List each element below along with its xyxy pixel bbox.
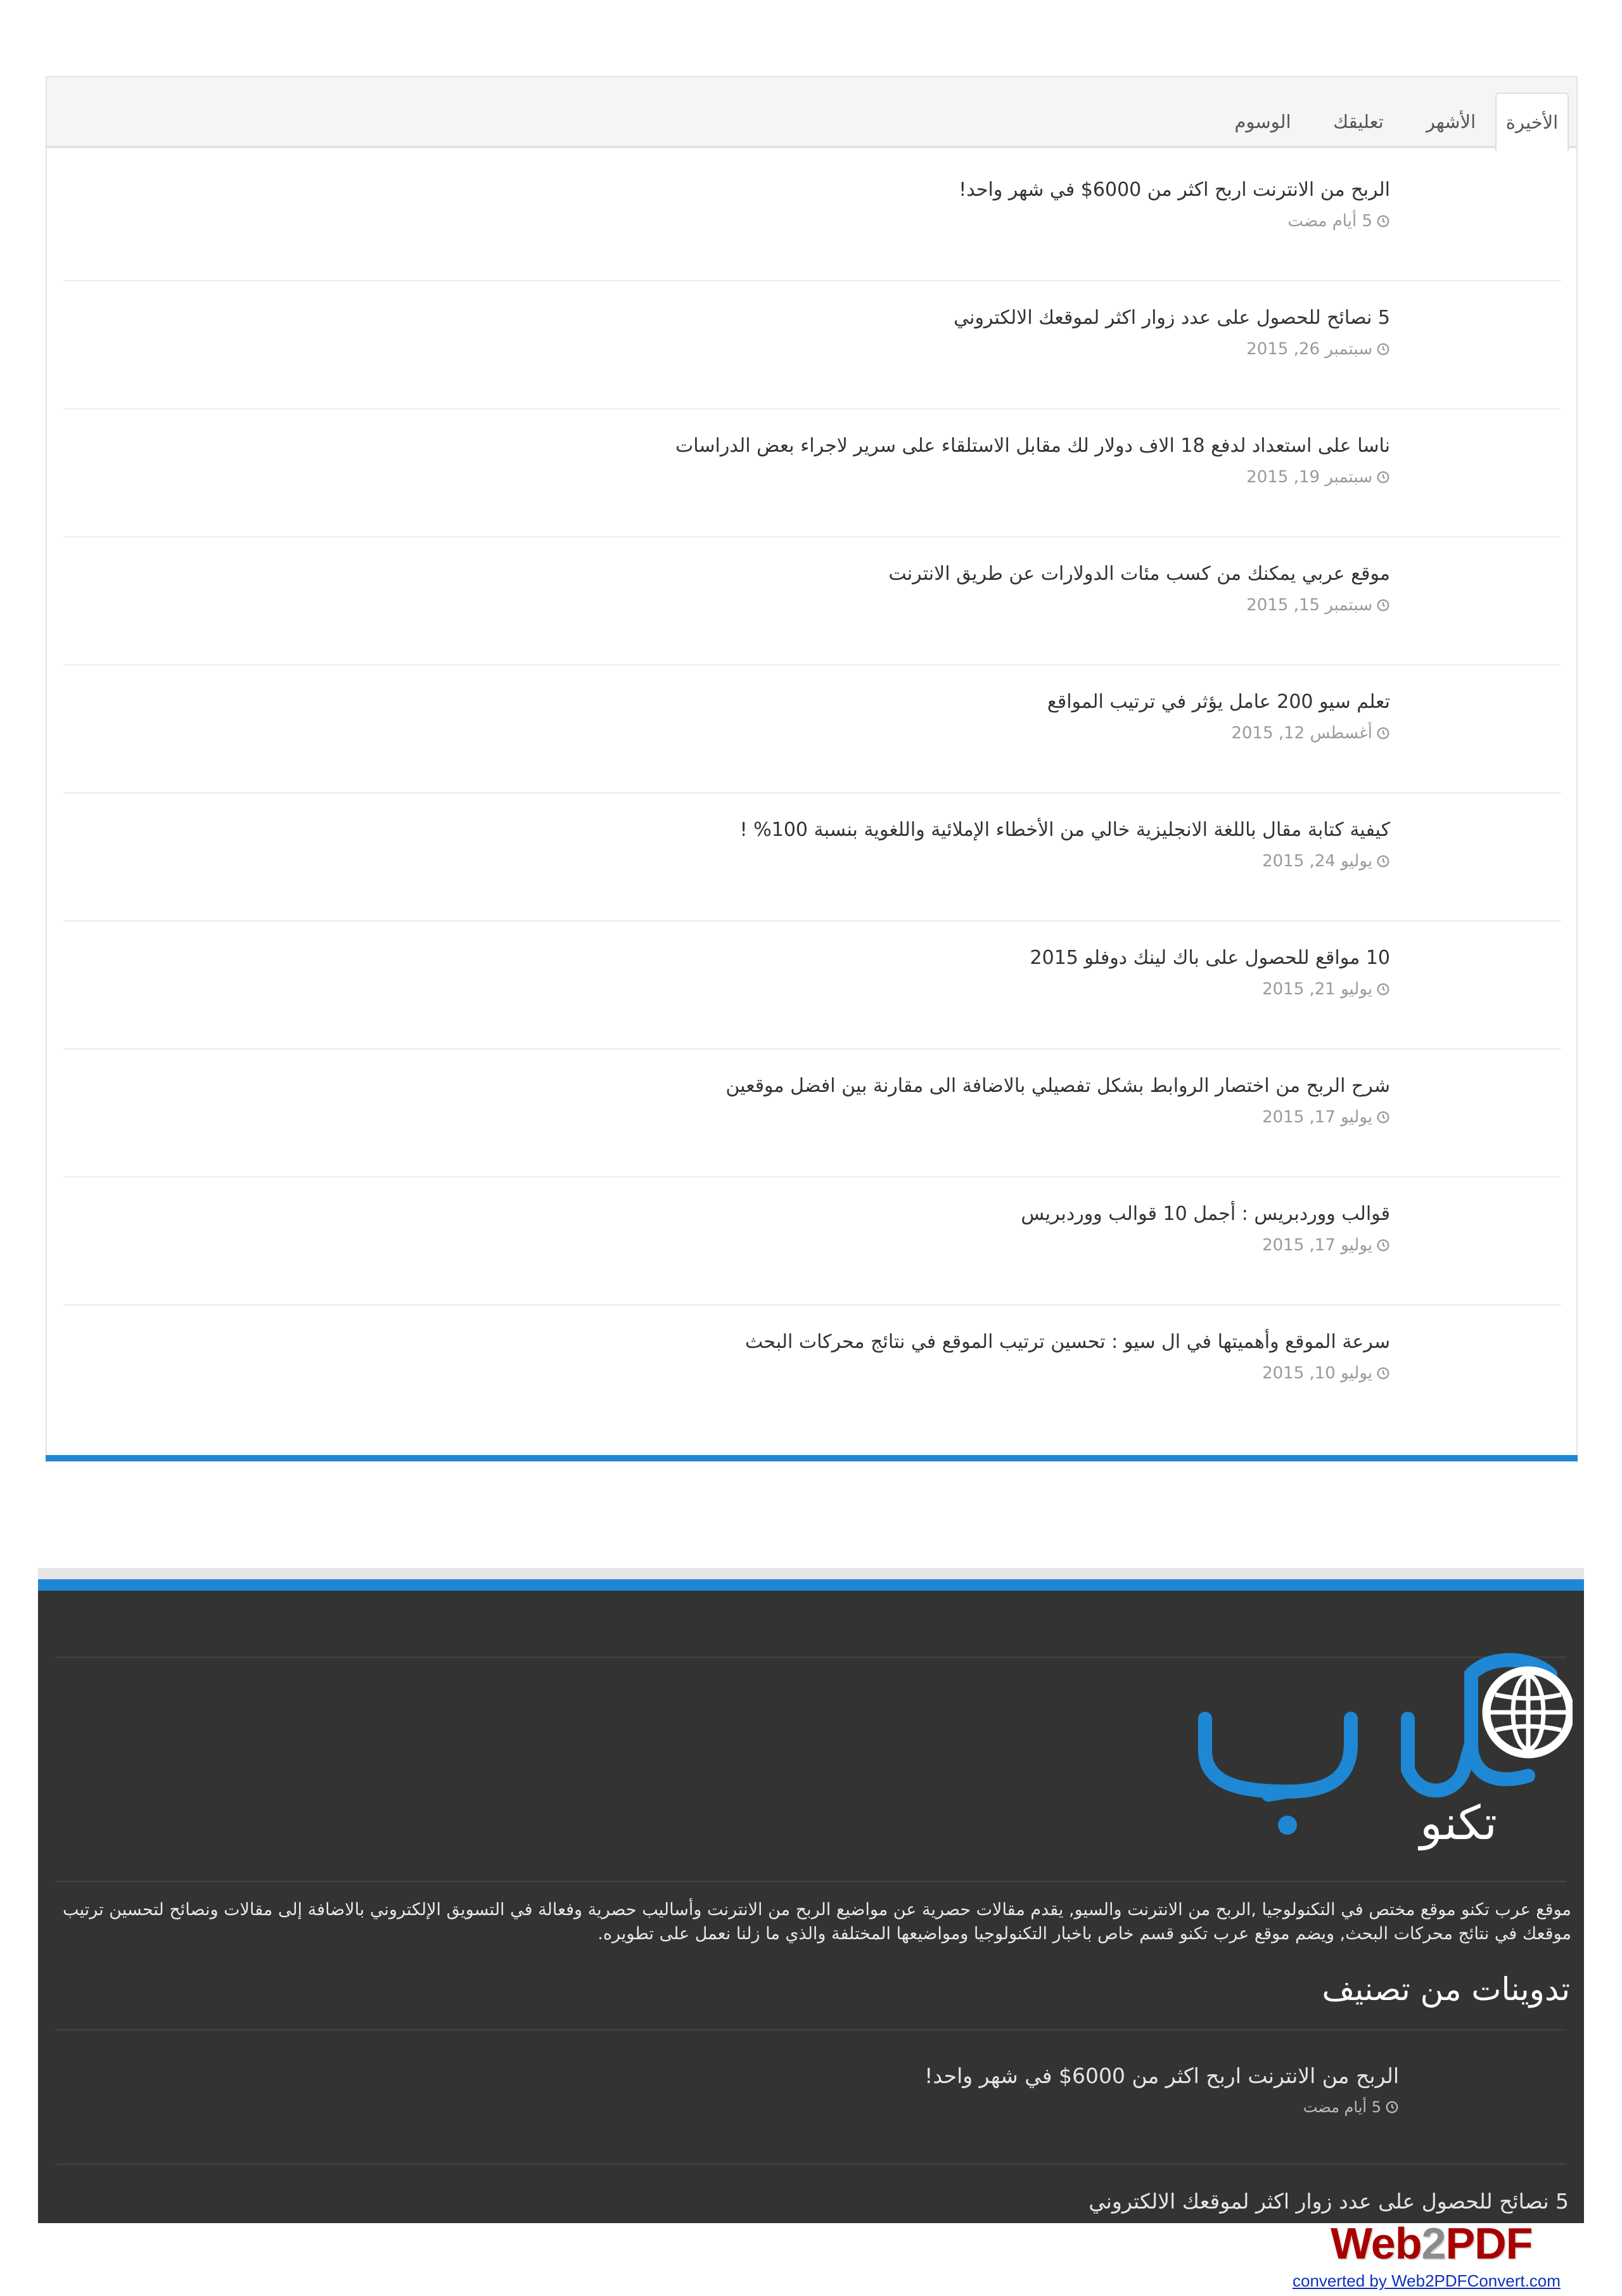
footer-post-title-link[interactable]: 5 نصائح للحصول على عدد زوار اكثر لموقعك الالكتروني — [1089, 2189, 1569, 2214]
badge-word-prefix: Web — [1331, 2219, 1422, 2268]
footer-post-title-link[interactable]: الربح من الانترنت اربح اكثر من 6000$ في شهر واحد! — [924, 2063, 1399, 2088]
clock-icon — [1385, 2100, 1399, 2114]
site-logo[interactable] — [1192, 1649, 1573, 1858]
web2pdf-badge[interactable] — [1293, 2218, 1584, 2294]
list-item — [63, 1177, 1561, 1305]
post-date — [1246, 468, 1390, 487]
clock-icon — [1376, 1110, 1390, 1124]
post-date-text: يوليو 17, 2015 — [1262, 1236, 1372, 1255]
footer-post-date — [1303, 2098, 1399, 2116]
post-title-link[interactable]: موقع عربي يمكنك من كسب مئات الدولارات عن طريق الانترنت — [888, 563, 1390, 585]
post-title-link[interactable]: الربح من الانترنت اربح اكثر من 6000$ في شهر واحد! — [959, 179, 1390, 201]
tab-popular[interactable]: الأشهر — [1426, 111, 1476, 132]
logo-dot — [1278, 1816, 1297, 1835]
badge-word-number: 2 — [1421, 2219, 1446, 2268]
post-date — [1231, 724, 1390, 743]
post-date — [1262, 980, 1390, 999]
post-date-text: يوليو 17, 2015 — [1262, 1108, 1372, 1127]
clock-icon — [1376, 1366, 1390, 1380]
list-item — [63, 1049, 1561, 1177]
footer-accent-bar — [38, 1579, 1584, 1591]
post-title-link[interactable]: كيفية كتابة مقال باللغة الانجليزية خالي من الأخطاء الإملائية واللغوية بنسبة 100% ! — [739, 819, 1390, 841]
list-item — [63, 409, 1561, 537]
clock-icon — [1376, 470, 1390, 484]
post-date-text: 5 أيام مضت — [1287, 212, 1372, 231]
widget-accent-bar — [46, 1455, 1578, 1461]
clock-icon — [1376, 598, 1390, 612]
web2pdf-link[interactable]: converted by Web2PDFConvert.com — [1293, 2271, 1561, 2290]
tab-latest[interactable]: الأخيرة — [1495, 93, 1569, 151]
site-footer — [38, 1591, 1584, 2223]
footer-top-border — [38, 1568, 1584, 1579]
post-title-link[interactable]: تعلم سيو 200 عامل يؤثر في ترتيب المواقع — [1047, 691, 1390, 713]
post-date-text: سبتمبر 19, 2015 — [1246, 468, 1372, 487]
post-date — [1262, 1108, 1390, 1127]
divider — [56, 1881, 1566, 1882]
clock-icon — [1376, 726, 1390, 740]
clock-icon — [1376, 854, 1390, 868]
post-date — [1246, 596, 1390, 615]
tab-tags[interactable]: الوسوم — [1234, 111, 1291, 132]
post-date — [1262, 1364, 1390, 1383]
divider — [56, 2164, 1566, 2165]
post-date-text: سبتمبر 15, 2015 — [1246, 596, 1372, 615]
list-item — [63, 665, 1561, 793]
post-date-text: يوليو 21, 2015 — [1262, 980, 1372, 999]
post-date — [1287, 212, 1390, 231]
logo-text: تكنو — [1419, 1796, 1498, 1850]
post-date-text: سبتمبر 26, 2015 — [1246, 340, 1372, 359]
tab-comments[interactable]: تعليقك — [1333, 111, 1384, 132]
post-date — [1262, 1236, 1390, 1255]
badge-word-suffix: PDF — [1445, 2219, 1533, 2268]
post-title-link[interactable]: ناسا على استعداد لدفع 18 الاف دولار لك مقابل الاستلقاء على سرير لاجراء بعض الدراسات — [675, 435, 1390, 457]
divider — [56, 2029, 1566, 2030]
clock-icon — [1376, 214, 1390, 228]
clock-icon — [1376, 342, 1390, 356]
clock-icon — [1376, 982, 1390, 996]
category-posts-heading: تدوينات من تصنيف — [1322, 1971, 1570, 2008]
list-item — [63, 537, 1561, 665]
post-date-text: يوليو 24, 2015 — [1262, 852, 1372, 871]
post-date-text: يوليو 10, 2015 — [1262, 1364, 1372, 1383]
list-item — [63, 921, 1561, 1049]
post-date — [1246, 340, 1390, 359]
post-date-text: 5 أيام مضت — [1303, 2098, 1381, 2116]
globe-icon — [1486, 1671, 1570, 1754]
post-date-text: أغسطس 12, 2015 — [1231, 724, 1372, 743]
post-title-link[interactable]: شرح الربح من اختصار الروابط بشكل تفصيلي بالاضافة الى مقارنة بين افضل موقعين — [725, 1075, 1390, 1097]
post-title-link[interactable]: قوالب ووردبريس : أجمل 10 قوالب ووردبريس — [1021, 1203, 1390, 1225]
clock-icon — [1376, 1238, 1390, 1252]
tab-bar — [47, 77, 1576, 148]
list-item — [63, 793, 1561, 921]
list-item — [63, 1305, 1561, 1433]
site-description: موقع عرب تكنو موقع مختص في التكنولوجيا ,الربح من الانترنت والسيو, يقدم مقالات حصرية عن مواضيع الربح من الانترنت وأساليب حصرية وفعالة في التسويق الإلكتروني بالاضافة إلى مقالات ونصائح لتحسين ترتيب موقعك في نتائج محركات البحث, ويضم موقع عرب تكنو قسم خاص باخبار التكنولوجيا ومواضيعها المختلفة والذي ما زلنا نعمل على تطويره. — [63, 1900, 1571, 1944]
web2pdf-logo — [1331, 2219, 1532, 2267]
post-title-link[interactable]: 10 مواقع للحصول على باك لينك دوفلو 2015 — [1030, 947, 1390, 969]
post-list — [63, 153, 1561, 1433]
list-item — [63, 153, 1561, 281]
post-title-link[interactable]: سرعة الموقع وأهميتها في ال سيو : تحسين ترتيب الموقع في نتائج محركات البحث — [745, 1331, 1390, 1353]
recent-posts-widget — [46, 76, 1578, 1463]
post-title-link[interactable]: 5 نصائح للحصول على عدد زوار اكثر لموقعك الالكتروني — [954, 307, 1390, 329]
list-item — [63, 281, 1561, 409]
post-date — [1262, 852, 1390, 871]
